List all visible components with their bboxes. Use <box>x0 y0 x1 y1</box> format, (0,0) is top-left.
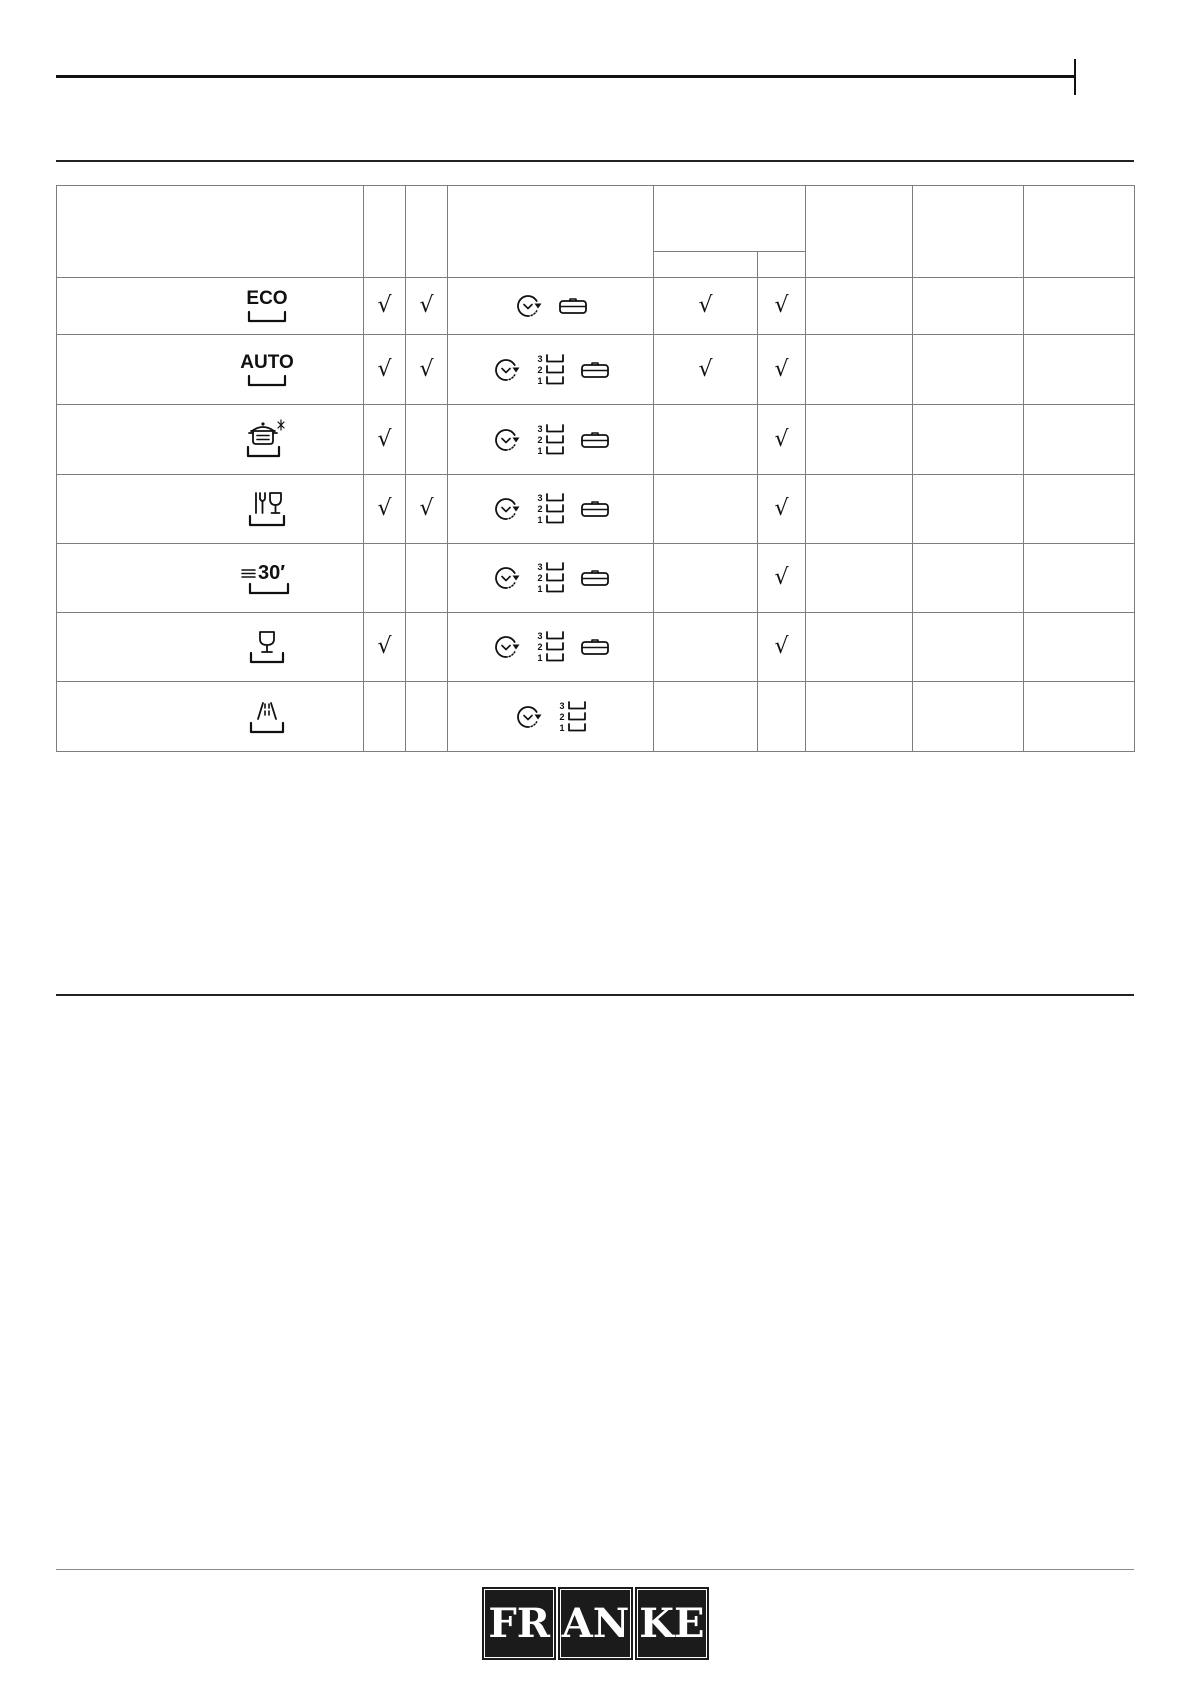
svg-text:1: 1 <box>558 722 565 733</box>
intensive-program-icon <box>243 419 291 461</box>
check-cell <box>364 613 406 682</box>
tablet-icon <box>580 431 610 449</box>
program-row <box>57 544 1135 613</box>
check-cell <box>654 613 758 682</box>
column-header <box>806 186 913 278</box>
rack-level-icon <box>558 699 588 735</box>
empty-cell <box>806 682 913 752</box>
check-cell <box>654 544 758 613</box>
svg-text:ECO: ECO <box>246 288 288 309</box>
check-cell <box>406 475 448 544</box>
delay-timer-icon <box>514 703 544 731</box>
options-cell <box>448 335 654 405</box>
column-header <box>364 186 406 278</box>
empty-cell <box>1024 682 1135 752</box>
cutlery-glass-program-icon <box>245 489 289 529</box>
svg-text:2: 2 <box>536 364 543 375</box>
svg-text:2: 2 <box>558 711 565 722</box>
check-cell <box>406 405 448 475</box>
check-cell <box>758 682 806 752</box>
column-header-options <box>448 186 654 278</box>
empty-cell <box>913 544 1024 613</box>
program-cell <box>57 405 364 475</box>
program-cell <box>57 475 364 544</box>
program-cell <box>57 278 364 335</box>
check-mark: √ <box>419 496 434 521</box>
empty-cell <box>1024 405 1135 475</box>
svg-text:1: 1 <box>536 584 543 594</box>
check-cell <box>654 405 758 475</box>
empty-cell <box>806 405 913 475</box>
delay-timer-icon <box>492 426 522 454</box>
program-row <box>57 475 1135 544</box>
options-cell <box>448 682 654 752</box>
tablet-icon <box>580 361 610 379</box>
check-cell <box>758 544 806 613</box>
rapid-30-program-icon <box>240 559 294 597</box>
rack-level-icon <box>536 422 566 458</box>
check-mark: √ <box>377 426 392 452</box>
empty-cell <box>913 335 1024 405</box>
empty-cell <box>913 475 1024 544</box>
check-cell <box>758 278 806 335</box>
check-cell <box>406 335 448 405</box>
empty-cell <box>1024 613 1135 682</box>
empty-cell <box>1024 278 1135 335</box>
check-cell <box>758 405 806 475</box>
tablet-icon <box>580 569 610 587</box>
svg-text:1: 1 <box>536 515 543 525</box>
check-cell <box>758 475 806 544</box>
footer-rule <box>56 1569 1134 1570</box>
check-cell <box>364 278 406 335</box>
empty-cell <box>1024 335 1135 405</box>
check-mark: √ <box>419 293 434 318</box>
svg-text:30′: 30′ <box>258 562 286 584</box>
column-subheader <box>654 252 758 278</box>
svg-text:1: 1 <box>536 653 543 663</box>
check-mark: √ <box>377 634 392 659</box>
empty-cell <box>913 405 1024 475</box>
empty-cell <box>806 475 913 544</box>
program-row <box>57 613 1135 682</box>
svg-text:3: 3 <box>536 493 543 503</box>
program-cell <box>57 335 364 405</box>
svg-text:2: 2 <box>536 642 543 652</box>
check-mark: √ <box>774 293 789 318</box>
program-row <box>57 278 1135 335</box>
check-cell <box>364 405 406 475</box>
delay-timer-icon <box>492 356 522 384</box>
check-cell <box>654 278 758 335</box>
rack-level-icon <box>536 352 566 388</box>
check-mark: √ <box>377 496 392 521</box>
svg-text:2: 2 <box>536 573 543 583</box>
rack-level-icon <box>536 491 566 527</box>
check-mark: √ <box>377 293 392 318</box>
logo-block: FR <box>482 1587 556 1660</box>
prewash-program-icon <box>247 698 287 736</box>
check-mark: √ <box>377 356 392 382</box>
program-rows <box>57 278 1135 752</box>
svg-text:3: 3 <box>536 631 543 641</box>
tablet-icon <box>558 297 588 315</box>
check-mark: √ <box>774 565 789 590</box>
program-cell <box>57 682 364 752</box>
program-row <box>57 335 1135 405</box>
empty-cell <box>806 613 913 682</box>
check-mark: √ <box>774 496 789 521</box>
options-cell <box>448 475 654 544</box>
check-cell <box>364 335 406 405</box>
franke-logo <box>482 1587 709 1660</box>
program-table <box>56 185 1135 752</box>
delay-timer-icon <box>492 633 522 661</box>
empty-cell <box>913 278 1024 335</box>
eco-program-icon <box>244 286 290 326</box>
column-header <box>913 186 1024 278</box>
empty-cell <box>913 682 1024 752</box>
table-header-row <box>57 186 1135 252</box>
check-cell <box>654 475 758 544</box>
rack-level-icon <box>536 629 566 665</box>
svg-text:3: 3 <box>536 353 543 364</box>
check-cell <box>406 544 448 613</box>
empty-cell <box>806 544 913 613</box>
empty-cell <box>913 613 1024 682</box>
options-cell <box>448 405 654 475</box>
glass-program-icon <box>247 628 287 666</box>
column-header-group <box>654 186 806 252</box>
svg-text:2: 2 <box>536 434 543 445</box>
column-header-program <box>57 186 364 278</box>
rack-level-icon <box>536 560 566 596</box>
check-cell <box>758 335 806 405</box>
check-cell <box>406 278 448 335</box>
empty-cell <box>806 278 913 335</box>
options-cell <box>448 544 654 613</box>
logo-block: KE <box>635 1587 709 1660</box>
svg-text:3: 3 <box>558 700 565 711</box>
svg-text:1: 1 <box>536 375 543 386</box>
check-mark: √ <box>419 356 434 382</box>
svg-text:2: 2 <box>536 504 543 514</box>
check-cell <box>364 682 406 752</box>
check-mark: √ <box>774 634 789 659</box>
program-cell <box>57 613 364 682</box>
logo-block: AN <box>558 1587 632 1660</box>
empty-cell <box>806 335 913 405</box>
check-cell <box>364 544 406 613</box>
section-divider-rule <box>56 994 1134 996</box>
check-cell <box>406 682 448 752</box>
program-row <box>57 682 1135 752</box>
svg-text:3: 3 <box>536 562 543 572</box>
check-mark: √ <box>774 356 789 382</box>
svg-text:AUTO: AUTO <box>240 351 294 373</box>
program-row <box>57 405 1135 475</box>
check-cell <box>654 335 758 405</box>
check-cell <box>758 613 806 682</box>
program-cell <box>57 544 364 613</box>
top-header-tick <box>1074 59 1076 95</box>
options-cell <box>448 278 654 335</box>
empty-cell <box>1024 475 1135 544</box>
top-header-rule <box>56 75 1075 78</box>
auto-program-icon <box>238 350 296 390</box>
check-cell <box>406 613 448 682</box>
svg-text:1: 1 <box>536 445 543 456</box>
check-cell <box>654 682 758 752</box>
options-cell <box>448 613 654 682</box>
delay-timer-icon <box>492 495 522 523</box>
tablet-icon <box>580 638 610 656</box>
empty-cell <box>1024 544 1135 613</box>
check-mark: √ <box>774 426 789 452</box>
check-mark: √ <box>698 293 713 318</box>
tablet-icon <box>580 500 610 518</box>
check-cell <box>364 475 406 544</box>
section-title-rule <box>56 160 1134 162</box>
svg-text:3: 3 <box>536 423 543 434</box>
check-mark: √ <box>698 356 713 382</box>
column-header <box>1024 186 1135 278</box>
column-subheader <box>758 252 806 278</box>
column-header <box>406 186 448 278</box>
delay-timer-icon <box>514 292 544 320</box>
delay-timer-icon <box>492 564 522 592</box>
